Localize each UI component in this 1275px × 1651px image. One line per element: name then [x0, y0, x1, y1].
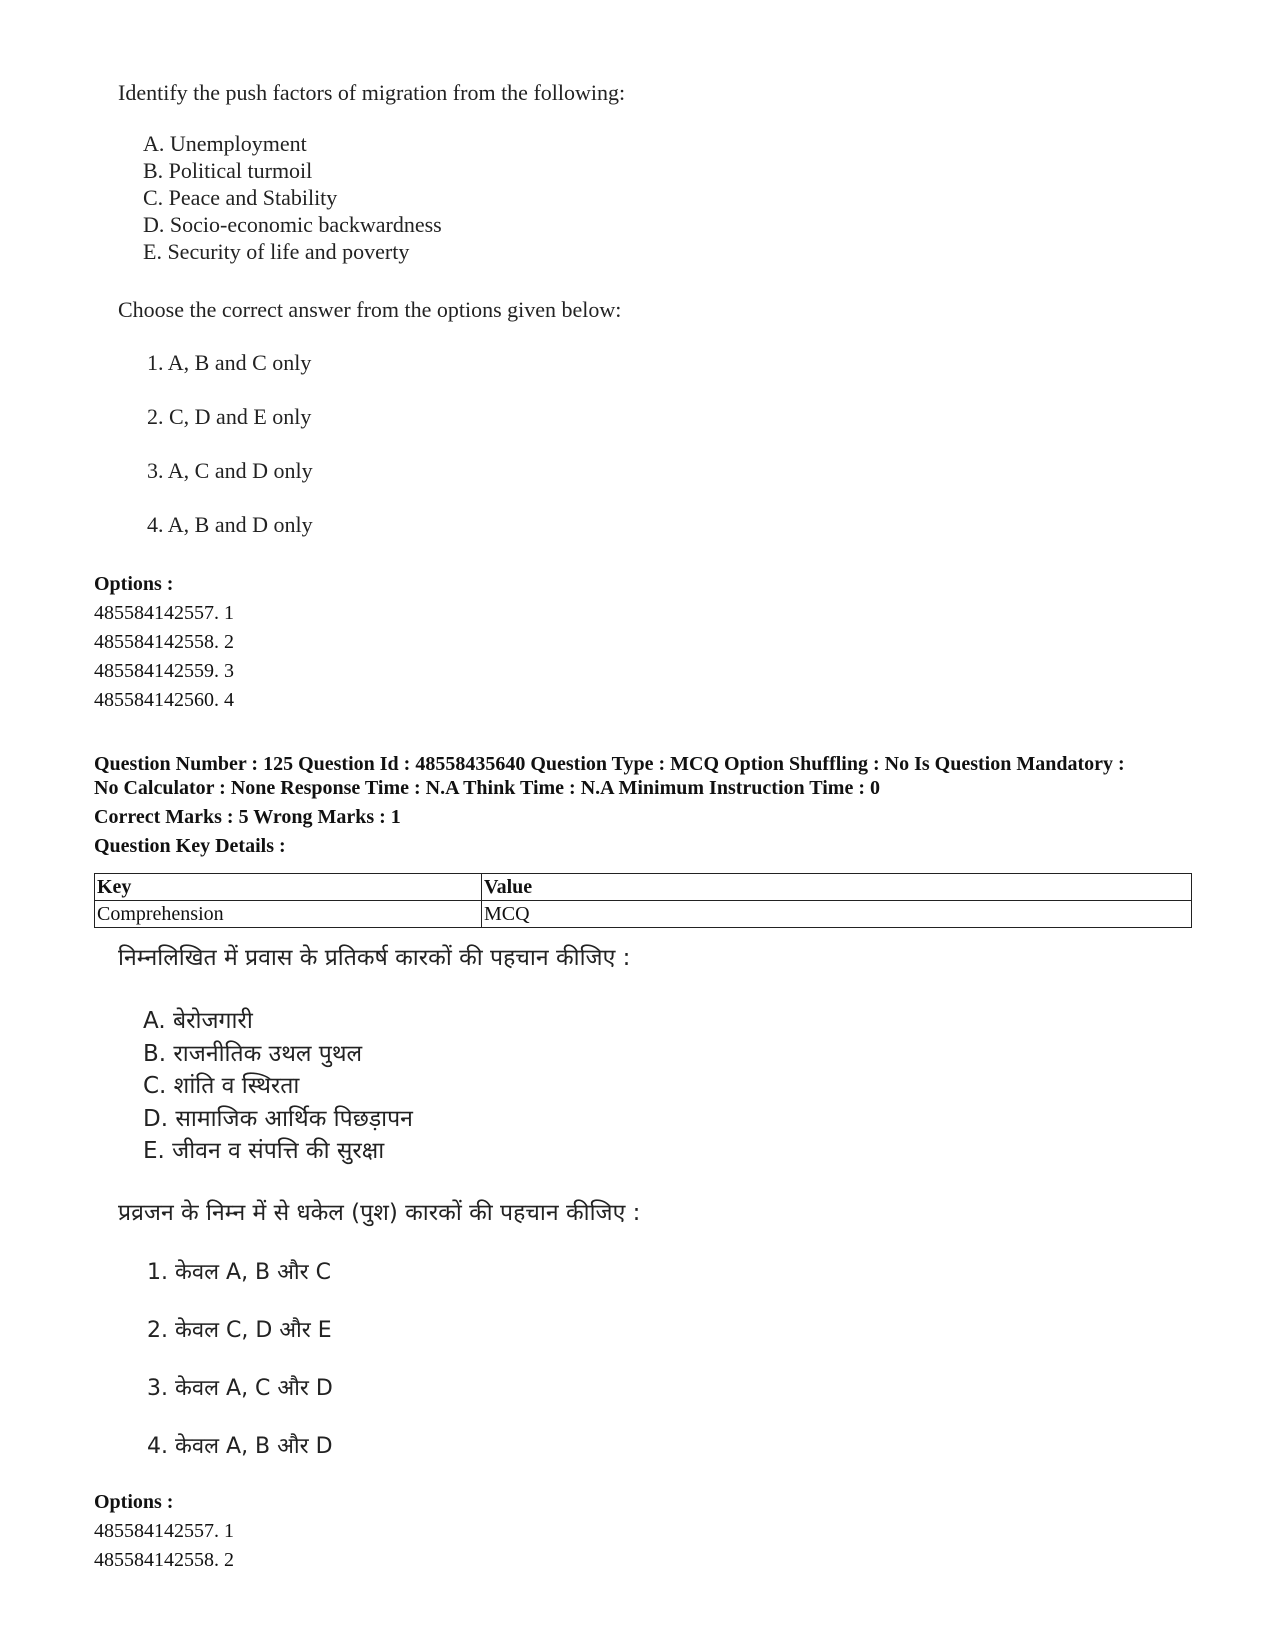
option-item: 485584142557. 1 — [94, 1520, 234, 1542]
options-heading: Options : — [94, 1491, 174, 1513]
answer-choice: 2. C, D and E only — [147, 404, 312, 429]
question-meta — [94, 752, 1125, 800]
statement-item: D. सामाजिक आर्थिक पिछड़ापन — [143, 1105, 413, 1132]
answer-choice: 3. केवल A, C और D — [147, 1376, 333, 1401]
question-stem: निम्नलिखित में प्रवास के प्रतिकर्ष कारकों की पहचान कीजिए : — [118, 945, 631, 971]
answer-choice: 4. केवल A, B और D — [147, 1434, 333, 1459]
statement-item: E. जीवन व संपत्ति की सुरक्षा — [143, 1138, 385, 1164]
table-cell: Comprehension — [95, 901, 482, 928]
option-item: 485584142560. 4 — [94, 689, 234, 711]
key-details-heading: Question Key Details : — [94, 835, 286, 857]
answer-choice: 1. केवल A, B और C — [147, 1260, 332, 1285]
statement-list — [118, 1005, 413, 1168]
answer-choice: 1. A, B and C only — [147, 350, 312, 375]
statement-item: C. शांति व स्थिरता — [143, 1073, 300, 1099]
table-header-cell: Value — [482, 874, 1192, 901]
question-meta-line: No Calculator : None Response Time : N.A Think Time : N.A Minimum Instruction Time : 0 — [94, 777, 880, 799]
table-header-row — [95, 874, 1192, 901]
statement-item: B. Political turmoil — [143, 158, 313, 183]
statement-item: A. बेरोजगारी — [143, 1008, 253, 1034]
answer-choice: 3. A, C and D only — [147, 458, 313, 483]
options-heading: Options : — [94, 573, 174, 595]
question-instruction: Choose the correct answer from the options given below: — [118, 297, 622, 322]
option-item: 485584142558. 2 — [94, 1549, 234, 1571]
answer-choice: 2. केवल C, D और E — [147, 1318, 332, 1343]
key-details-table — [94, 873, 1192, 928]
answer-choice: 4. A, B and D only — [147, 512, 313, 537]
marks-block — [94, 803, 401, 861]
question-instruction: प्रव्रजन के निम्न में से धकेल (पुश) कारकों की पहचान कीजिए : — [118, 1200, 641, 1226]
statement-item: E. Security of life and poverty — [143, 239, 410, 264]
statement-item: C. Peace and Stability — [143, 185, 338, 210]
table-cell: MCQ — [482, 901, 1192, 928]
table-header-cell: Key — [95, 874, 482, 901]
question-meta-line: Question Number : 125 Question Id : 48558435640 Question Type : MCQ Option Shuffling : No Is Question Mandatory : — [94, 753, 1125, 775]
statement-list — [118, 130, 442, 265]
statement-item: D. Socio-economic backwardness — [143, 212, 442, 237]
question-stem: Identify the push factors of migration from the following: — [118, 80, 626, 105]
option-item: 485584142558. 2 — [94, 631, 234, 653]
options-block — [94, 570, 234, 715]
option-item: 485584142557. 1 — [94, 602, 234, 624]
statement-item: B. राजनीतिक उथल पुथल — [143, 1040, 363, 1067]
option-item: 485584142559. 3 — [94, 660, 234, 682]
options-block — [94, 1488, 234, 1575]
table-row — [95, 901, 1192, 928]
marks-line: Correct Marks : 5 Wrong Marks : 1 — [94, 806, 401, 828]
statement-item: A. Unemployment — [143, 131, 307, 156]
